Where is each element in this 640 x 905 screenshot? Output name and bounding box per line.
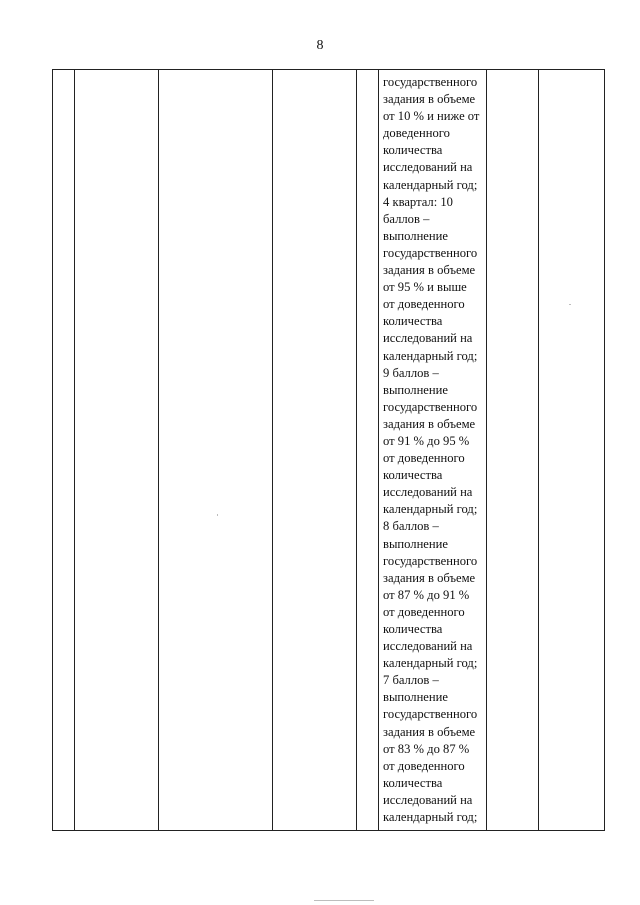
criteria-table: [52, 69, 605, 831]
criteria-line: 4 квартал: 10: [383, 194, 453, 209]
table-cell-description: [159, 70, 273, 831]
table-cell-note: [539, 70, 605, 831]
criteria-line: государственного: [383, 553, 478, 568]
criteria-line: от 95 % и выше: [383, 280, 467, 295]
criteria-line: баллов –: [383, 211, 430, 226]
scan-artifact: [569, 304, 571, 305]
criteria-line: 7 баллов –: [383, 673, 439, 688]
criteria-line: доведенного: [383, 126, 450, 141]
criteria-line: количества: [383, 775, 443, 790]
criteria-line: выполнение: [383, 228, 448, 243]
criteria-line: количества: [383, 314, 443, 329]
criteria-line: от доведенного: [383, 451, 465, 466]
criteria-line: задания в объеме: [383, 724, 476, 739]
criteria-line: календарный год;: [383, 502, 478, 517]
criteria-line: исследований на: [383, 792, 473, 807]
criteria-line: от доведенного: [383, 604, 465, 619]
criteria-line: от доведенного: [383, 297, 465, 312]
criteria-line: исследований на: [383, 331, 473, 346]
criteria-line: исследований на: [383, 160, 473, 175]
criteria-line: от 83 % до 87 %: [383, 741, 470, 756]
criteria-line: задания в объеме: [383, 416, 476, 431]
criteria-line: выполнение: [383, 382, 448, 397]
criteria-line: от 91 % до 95 %: [383, 433, 470, 448]
criteria-line: календарный год;: [383, 348, 478, 363]
criteria-line: от 10 % и ниже от: [383, 109, 480, 124]
criteria-line: от доведенного: [383, 758, 465, 773]
table-cell-points: [487, 70, 539, 831]
criteria-line: государственного: [383, 75, 478, 89]
criteria-line: выполнение: [383, 536, 448, 551]
criteria-line: от 87 % до 91 %: [383, 587, 470, 602]
table-cell-narrow: [357, 70, 379, 831]
page-number: 8: [316, 38, 324, 53]
scan-artifact: [314, 900, 374, 901]
criteria-line: 8 баллов –: [383, 519, 439, 534]
criteria-line: выполнение: [383, 690, 448, 705]
table-cell-unit: [273, 70, 357, 831]
criteria-line: исследований на: [383, 639, 473, 654]
criteria-line: количества: [383, 143, 443, 158]
criteria-line: 9 баллов –: [383, 365, 439, 380]
table-cell-indicator: [75, 70, 159, 831]
table-cell-number: [53, 70, 75, 831]
scan-artifact: [217, 514, 218, 516]
criteria-line: государственного: [383, 399, 478, 414]
criteria-line: задания в объеме: [383, 570, 476, 585]
criteria-line: задания в объеме: [383, 263, 476, 278]
table-cell-criteria: [379, 70, 487, 831]
criteria-line: государственного: [383, 245, 478, 260]
table-row: [53, 70, 605, 831]
criteria-line: календарный год;: [383, 810, 478, 825]
criteria-line: исследований на: [383, 485, 473, 500]
criteria-line: календарный год;: [383, 656, 478, 671]
criteria-line: количества: [383, 622, 443, 636]
criteria-line: государственного: [383, 707, 478, 722]
criteria-line: количества: [383, 468, 443, 483]
criteria-line: календарный год;: [383, 177, 478, 192]
criteria-text: [379, 70, 486, 826]
criteria-line: задания в объеме: [383, 92, 476, 107]
